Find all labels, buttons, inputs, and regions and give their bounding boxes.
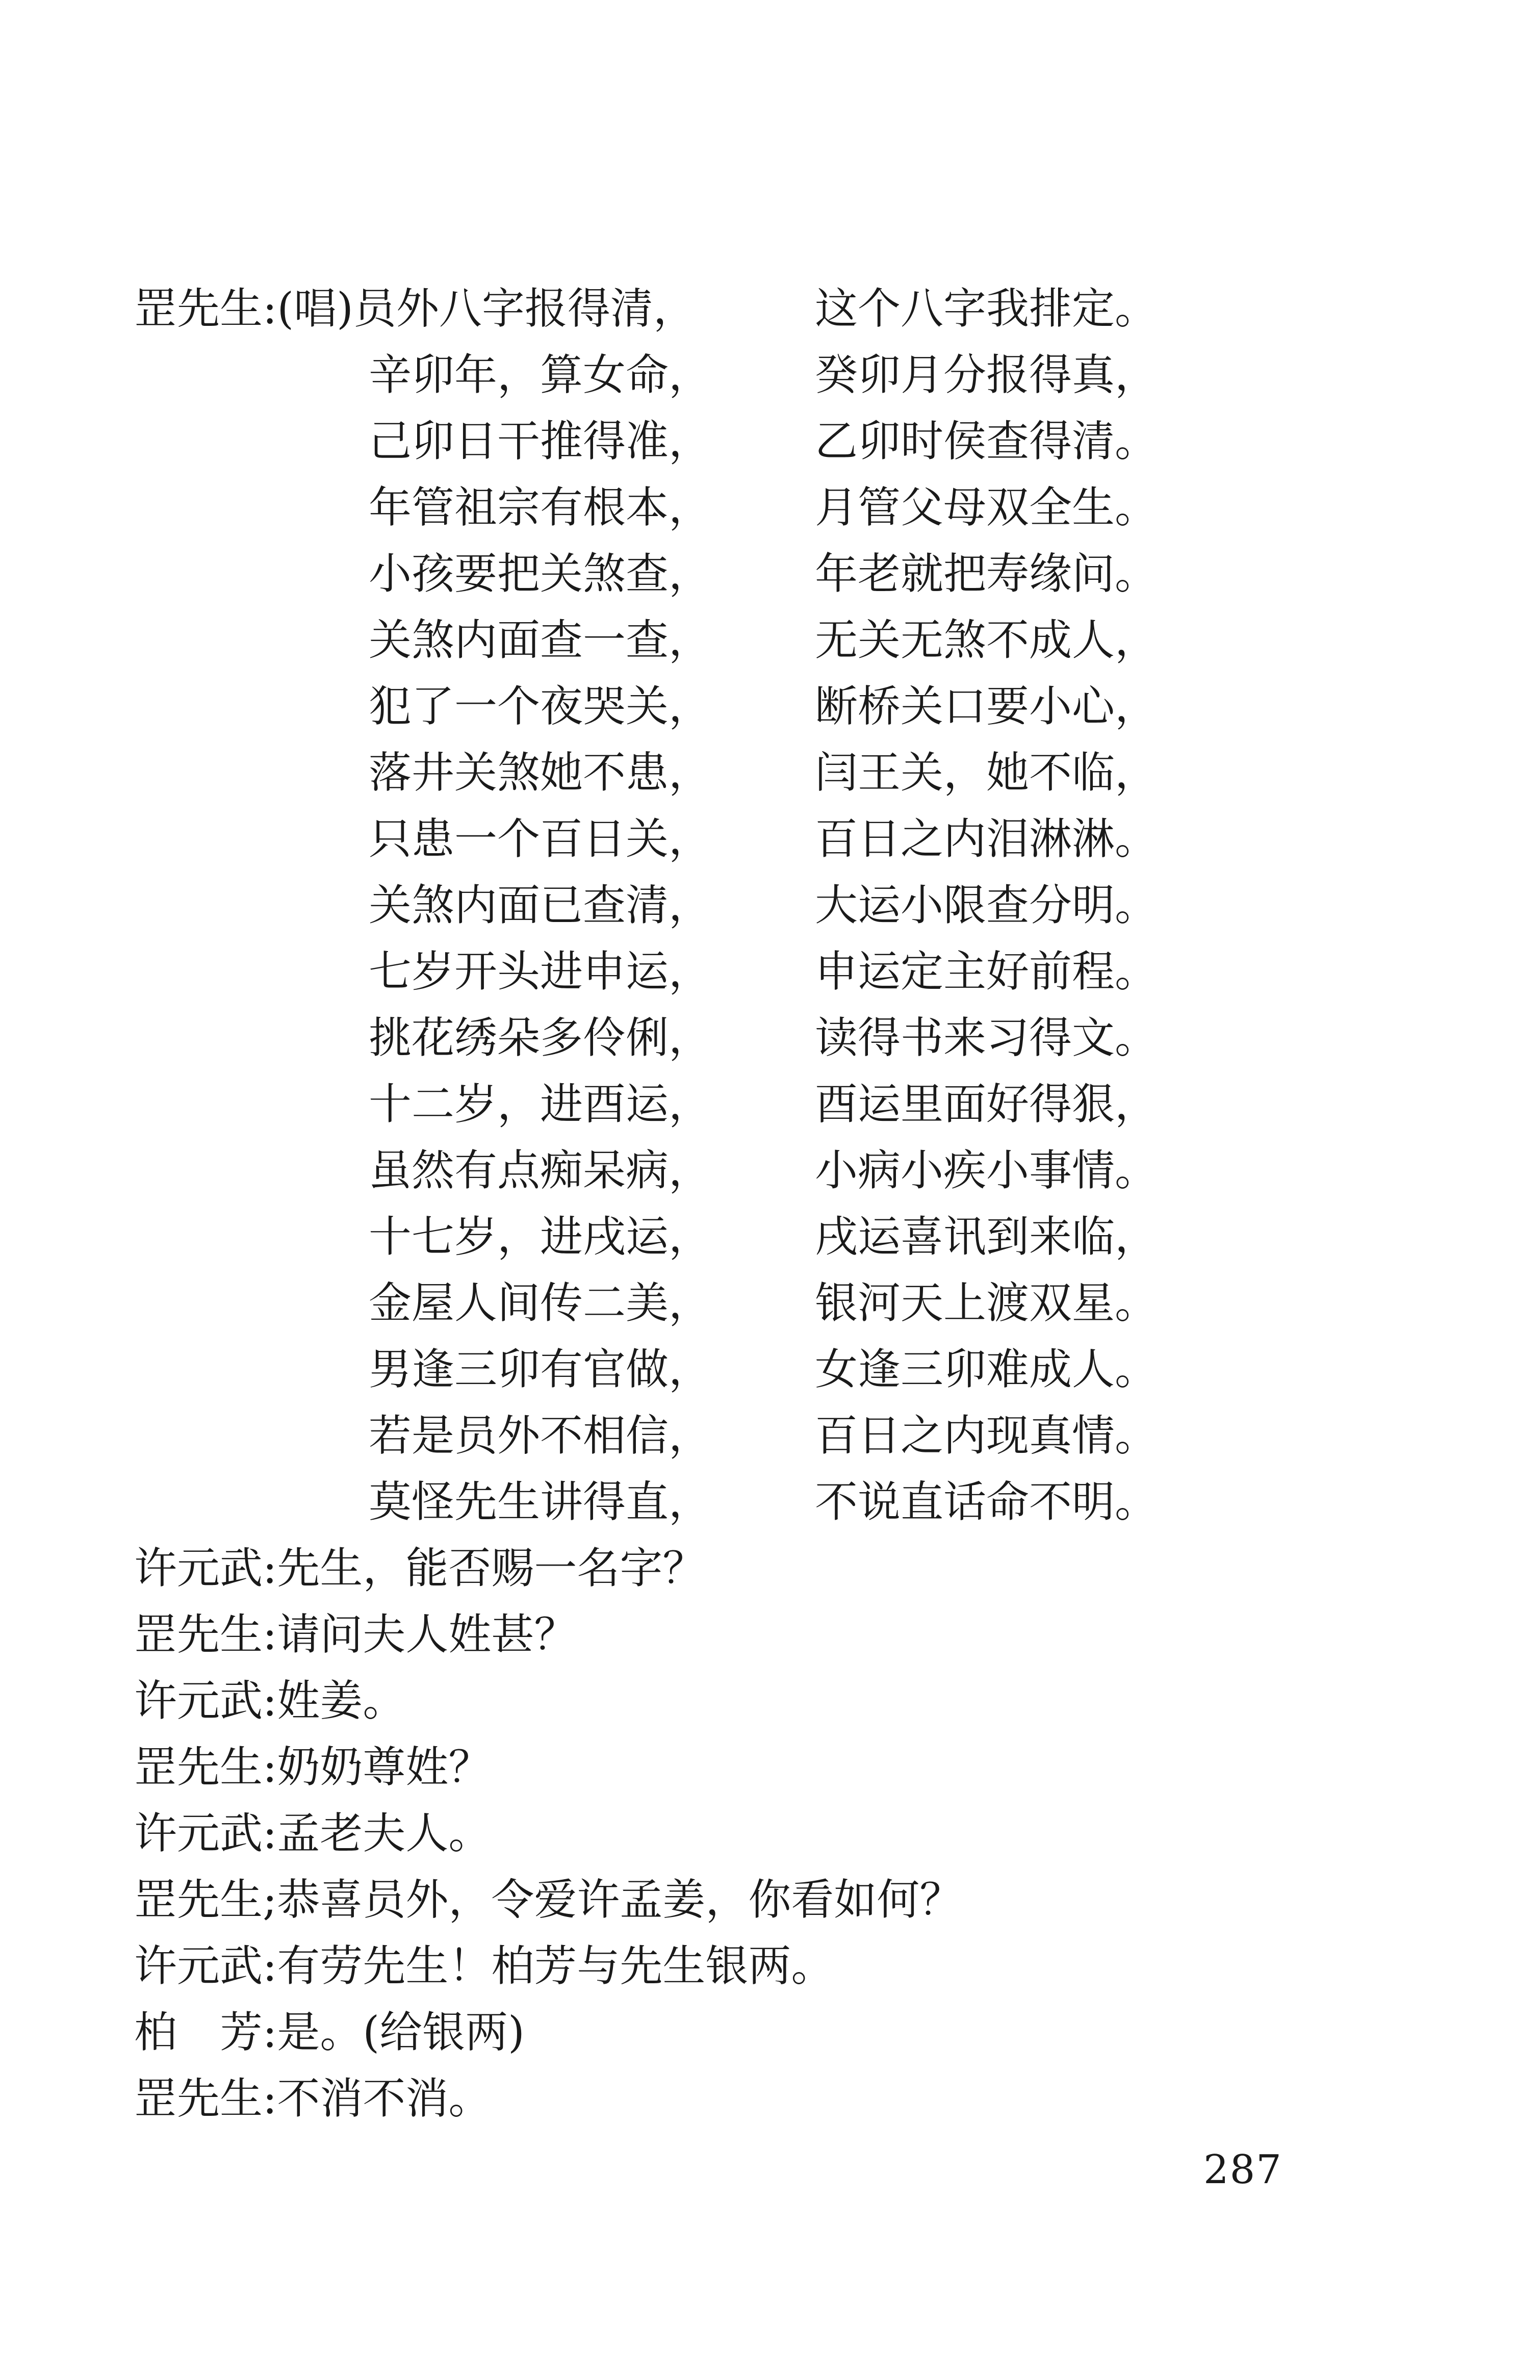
- speaker-name: 罡先生: [134, 1875, 263, 1925]
- verse-first-half: 犯了一个夜哭关，: [369, 681, 712, 731]
- speaker-colon: :: [263, 2074, 277, 2123]
- dialogue-text: 请问夫人姓甚？: [277, 1609, 577, 1659]
- verse-line: [134, 739, 1409, 806]
- speaker-colon: :: [263, 2007, 277, 2057]
- verse-second-half: 年老就把寿缘问。: [815, 549, 1158, 599]
- verse-second-half: 月管父母双全生。: [815, 482, 1158, 532]
- speaker-name: 柏 芳: [134, 2007, 263, 2057]
- speaker-name: 许元武: [134, 1676, 263, 1726]
- speaker-name: 罡先生: [134, 284, 263, 334]
- opening-lead: [134, 275, 696, 342]
- speaker-colon: :: [263, 1609, 277, 1659]
- verse-first-half: 若是员外不相信，: [369, 1411, 712, 1461]
- verse-line: [134, 1270, 1409, 1336]
- stage-direction: (唱): [277, 284, 353, 334]
- verse-first-half: 只患一个百日关，: [369, 814, 712, 864]
- verse-second-half: 癸卯月分报得真，: [815, 350, 1158, 400]
- dialogue-line: [134, 1866, 1409, 1933]
- dialogue-text: 孟老夫人。: [277, 1808, 492, 1858]
- verse-line: [134, 607, 1409, 673]
- verse-second-half: 无关无煞不成人，: [815, 615, 1158, 665]
- verse-first-half: 辛卯年，算女命，: [369, 350, 712, 400]
- verse-line: [134, 1402, 1409, 1469]
- verse-line: [134, 1005, 1409, 1071]
- verse-second-half: 戌运喜讯到来临，: [815, 1212, 1158, 1262]
- dialogue-line: [134, 1734, 1409, 1800]
- dialogue: [134, 1535, 1409, 2132]
- verse-first-half: 十二岁，进酉运，: [369, 1079, 712, 1129]
- verse-line: [134, 938, 1409, 1005]
- verse-first-half: 小孩要把关煞查，: [369, 549, 712, 599]
- dialogue-line: [134, 1535, 1409, 1601]
- script-text: [134, 275, 1409, 2132]
- dialogue-text: 是。(给银两): [277, 2007, 525, 2057]
- verse-line: [134, 342, 1409, 408]
- verse-second-half: 断桥关口要小心，: [815, 681, 1158, 731]
- page-number: 287: [1203, 2147, 1282, 2193]
- verse-first-half: 关煞内面查一查，: [369, 615, 712, 665]
- speaker-colon: ;: [263, 1875, 277, 1925]
- speaker-colon: :: [263, 1543, 277, 1593]
- verse-second-half: 这个八字我排定。: [815, 284, 1158, 334]
- verse-first-half: 关煞内面已查清，: [369, 880, 712, 930]
- dialogue-line: [134, 1800, 1409, 1866]
- verse-second-half: 女逢三卯难成人。: [815, 1344, 1158, 1394]
- verse-first-half: 年管祖宗有根本，: [369, 482, 712, 532]
- verse-first-half: 挑花绣朵多伶俐，: [369, 1013, 712, 1063]
- verse-second-half: 申运定主好前程。: [815, 946, 1158, 996]
- verse-line: [134, 1071, 1409, 1137]
- speaker-name: 许元武: [134, 1941, 263, 1991]
- dialogue-text: 恭喜员外，令爱许孟姜，你看如何？: [277, 1875, 963, 1925]
- speaker-name: 罡先生: [134, 1609, 263, 1659]
- verse-second-half: 读得书来习得文。: [815, 1013, 1158, 1063]
- verse-first-half: 员外八字报得清，: [353, 284, 696, 334]
- verse-second-half: 百日之内现真情。: [815, 1411, 1158, 1461]
- dialogue-line: [134, 2065, 1409, 2132]
- verse-second-half: 大运小限查分明。: [815, 880, 1158, 930]
- verse-line: [134, 1336, 1409, 1402]
- verse-first-half: 己卯日干推得准，: [369, 416, 712, 466]
- verse-line: [134, 673, 1409, 739]
- dialogue-text: 奶奶尊姓？: [277, 1742, 492, 1792]
- speaker-colon: :: [263, 1941, 277, 1991]
- dialogue-line: [134, 1601, 1409, 1668]
- verse-first-half: 十七岁，进戌运，: [369, 1212, 712, 1262]
- verse-first-half: 男逢三卯有官做，: [369, 1344, 712, 1394]
- verse-first-half: 金屋人间传二美，: [369, 1278, 712, 1328]
- verse-line: [134, 1137, 1409, 1204]
- verse-second-half: 银河天上渡双星。: [815, 1278, 1158, 1328]
- verse-line: [134, 541, 1409, 607]
- dialogue-text: 姓姜。: [277, 1676, 406, 1726]
- speaker-colon: :: [263, 1742, 277, 1792]
- dialogue-line: [134, 1933, 1409, 1999]
- verse-line: [134, 474, 1409, 541]
- verse-second-half: 酉运里面好得狠，: [815, 1079, 1158, 1129]
- speaker-name: 罡先生: [134, 2074, 263, 2123]
- verse-first-half: 七岁开头进申运，: [369, 946, 712, 996]
- verse-second-half: 不说直话命不明。: [815, 1477, 1158, 1527]
- verse-line-opening: [134, 275, 1409, 342]
- dialogue-line: [134, 1999, 1409, 2065]
- dialogue-line: [134, 1668, 1409, 1734]
- speaker-colon: :: [263, 1676, 277, 1726]
- verse-first-half: 莫怪先生讲得直，: [369, 1477, 712, 1527]
- verses: [134, 342, 1409, 1535]
- speaker-name: 许元武: [134, 1543, 263, 1593]
- verse-line: [134, 1469, 1409, 1535]
- verse-line: [134, 408, 1409, 474]
- verse-second-half: 小病小疾小事情。: [815, 1145, 1158, 1195]
- verse-second-half: 乙卯时侯查得清。: [815, 416, 1158, 466]
- verse-line: [134, 806, 1409, 872]
- verse-second-half: 百日之内泪淋淋。: [815, 814, 1158, 864]
- speaker-name: 罡先生: [134, 1742, 263, 1792]
- verse-line: [134, 872, 1409, 938]
- verse-first-half: 落井关煞她不患，: [369, 748, 712, 798]
- speaker-name: 许元武: [134, 1808, 263, 1858]
- verse-first-half: 虽然有点痴呆病，: [369, 1145, 712, 1195]
- dialogue-text: 有劳先生！柏芳与先生银两。: [277, 1941, 834, 1991]
- verse-line: [134, 1204, 1409, 1270]
- verse-second-half: 闫王关，她不临，: [815, 748, 1158, 798]
- speaker-colon: :: [263, 284, 277, 334]
- dialogue-text: 先生，能否赐一名字？: [277, 1543, 706, 1593]
- speaker-colon: :: [263, 1808, 277, 1858]
- dialogue-text: 不消不消。: [277, 2074, 492, 2123]
